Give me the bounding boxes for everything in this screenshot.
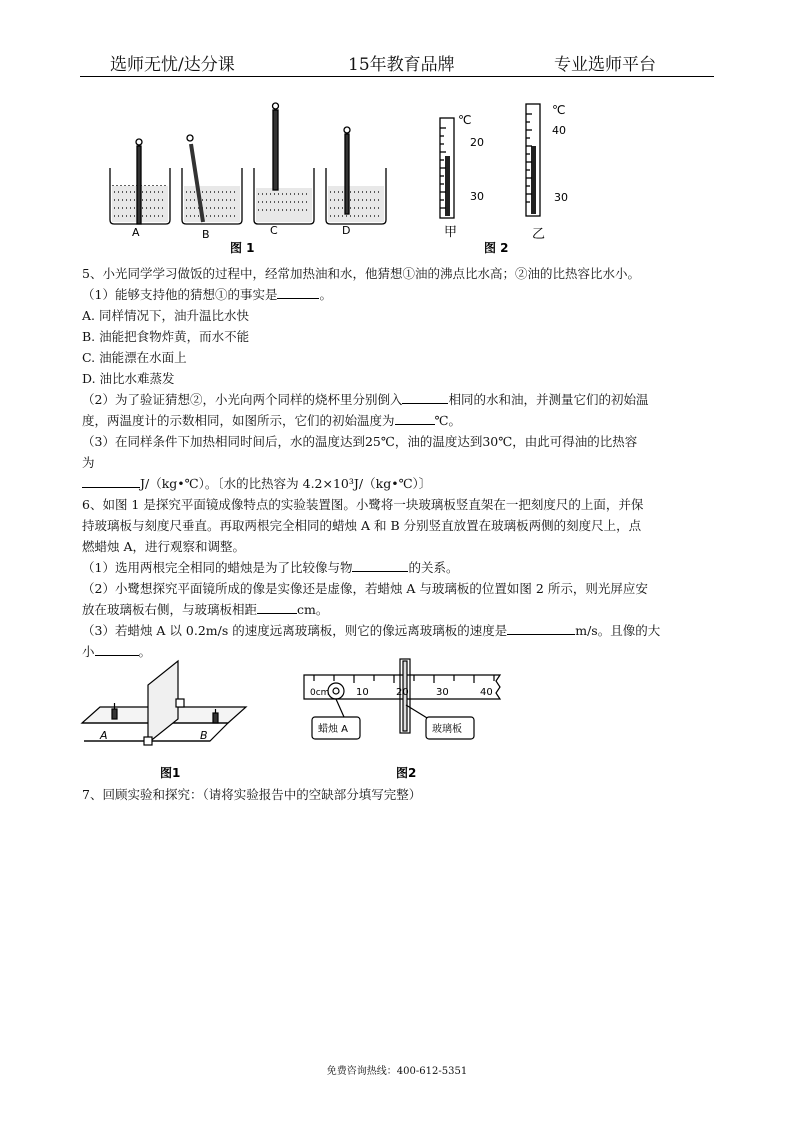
q5-part1: （1）能够支持他的猜想①的事实是 。 — [82, 287, 332, 302]
q5-part3-line3: J/（kg•℃）。〔水的比热容为 4.2×10³J/（kg•℃）〕 — [82, 474, 431, 494]
beaker-label-d: D — [342, 224, 351, 237]
q5-option-d: D. 油比水难蒸发 — [82, 371, 175, 386]
ruler-label-30: 30 — [436, 687, 449, 698]
fig1-caption-bottom: 图1 — [160, 766, 181, 780]
answer-blank[interactable] — [352, 559, 408, 572]
beaker-label-b: B — [202, 228, 210, 241]
beaker-c — [254, 103, 314, 224]
q6-part1: （1）选用两根完全相同的蜡烛是为了比较像与物 的关系。 — [82, 560, 459, 575]
beaker-d — [326, 127, 386, 224]
q6-part2-line2: 放在玻璃板右侧，与玻璃板相距 cm。 — [82, 602, 329, 617]
therm-yi-label-top: 40 — [552, 124, 566, 137]
fig1-label-a: A — [100, 729, 108, 742]
q5-option-b: B. 油能把食物炸黄，而水不能 — [82, 329, 250, 344]
q6-part3-line1: （3）若蜡烛 A 以 0.2m/s 的速度远离玻璃板，则它的像远离玻璃板的速度是 m/s。且像的大 — [82, 623, 661, 638]
answer-blank[interactable] — [277, 286, 319, 299]
thermometer-yi — [526, 104, 540, 216]
header-left: 选师无忧/达分课 — [110, 55, 235, 75]
ruler-label-0: 0cm — [310, 688, 330, 698]
header-center: 15年教育品牌 — [348, 55, 455, 75]
ruler-label-40: 40 — [480, 687, 493, 698]
q5-part3-line1: （3）在同样条件下加热相同时间后，水的温度达到25℃，油的温度达到30℃，由此可得油的比热容 — [82, 434, 638, 449]
therm-jia-unit: ℃ — [458, 113, 472, 127]
therm-jia-label-bottom: 30 — [470, 190, 484, 203]
q6-stem-line3: 燃蜡烛 A，进行观察和调整。 — [82, 539, 246, 554]
q5-option-c: C. 油能漂在水面上 — [82, 350, 187, 365]
therm-yi-label-bottom: 30 — [554, 191, 568, 204]
thermometer-jia — [440, 118, 454, 218]
answer-blank[interactable] — [507, 622, 575, 635]
q5-option-a: A. 同样情况下，油升温比水快 — [82, 308, 249, 323]
fig2-caption: 图 2 — [484, 241, 509, 255]
therm-yi-unit: ℃ — [552, 103, 566, 117]
q6-stem-line2: 持玻璃板与刻度尺垂直。再取两根完全相同的蜡烛 A 和 B 分别竖直放置在玻璃板两侧的刻度尺上，点 — [82, 518, 642, 533]
therm-jia-name: 甲 — [444, 225, 458, 240]
beaker-label-a: A — [132, 226, 140, 239]
fig1-caption: 图 1 — [230, 241, 255, 255]
q6-part2-line1: （2）小鹭想探究平面镜所成的像是实像还是虚像，若蜡烛 A 与玻璃板的位置如图 2 所示，则光屏应安 — [82, 581, 648, 596]
q6-stem-line1: 6、如图 1 是探究平面镜成像特点的实验装置图。小鹭将一块玻璃板竖直架在一把刻度尺的上面，并保 — [82, 497, 644, 512]
answer-blank[interactable] — [257, 601, 297, 614]
therm-jia-label-top: 20 — [470, 136, 484, 149]
figure-beakers-thermometers — [100, 96, 580, 256]
footer-hotline: 免费咨询热线：400-612-5351 — [326, 1066, 468, 1077]
beaker-a — [110, 139, 170, 224]
q5-part2-line1: （2）为了验证猜想②，小光向两个同样的烧杯里分别倒入 相同的水和油，并测量它们的初始温 — [82, 392, 649, 407]
answer-blank[interactable] — [82, 475, 140, 488]
fig1-label-b: B — [200, 729, 208, 742]
answer-blank[interactable] — [402, 391, 448, 404]
therm-yi-name: 乙 — [532, 227, 546, 242]
ruler-label-20: 20 — [396, 687, 409, 698]
q5-part3-line2: 为 — [82, 455, 95, 470]
figure-mirror-experiment — [80, 655, 520, 785]
ruler-label-10: 10 — [356, 687, 369, 698]
candle-a-label: 蜡烛 A — [318, 724, 349, 735]
q5-part2-line2: 度，两温度计的示数相同，如图所示，它们的初始温度为 ℃。 — [82, 413, 461, 428]
glass-plate-label: 玻璃板 — [432, 724, 462, 735]
page-header — [80, 46, 714, 77]
beaker-b — [182, 135, 242, 224]
answer-blank[interactable] — [395, 412, 435, 425]
header-right: 专业选师平台 — [554, 55, 656, 75]
q6-part3-line2: 小 。 — [82, 644, 152, 659]
beaker-label-c: C — [270, 224, 278, 237]
q5-stem: 5、小光同学学习做饭的过程中，经常加热油和水，他猜想①油的沸点比水高；②油的比热容比水小。 — [82, 266, 640, 281]
q7-text: 7、回顾实验和探究：（请将实验报告中的空缺部分填写完整） — [82, 787, 422, 802]
fig2-caption-bottom: 图2 — [396, 766, 417, 780]
